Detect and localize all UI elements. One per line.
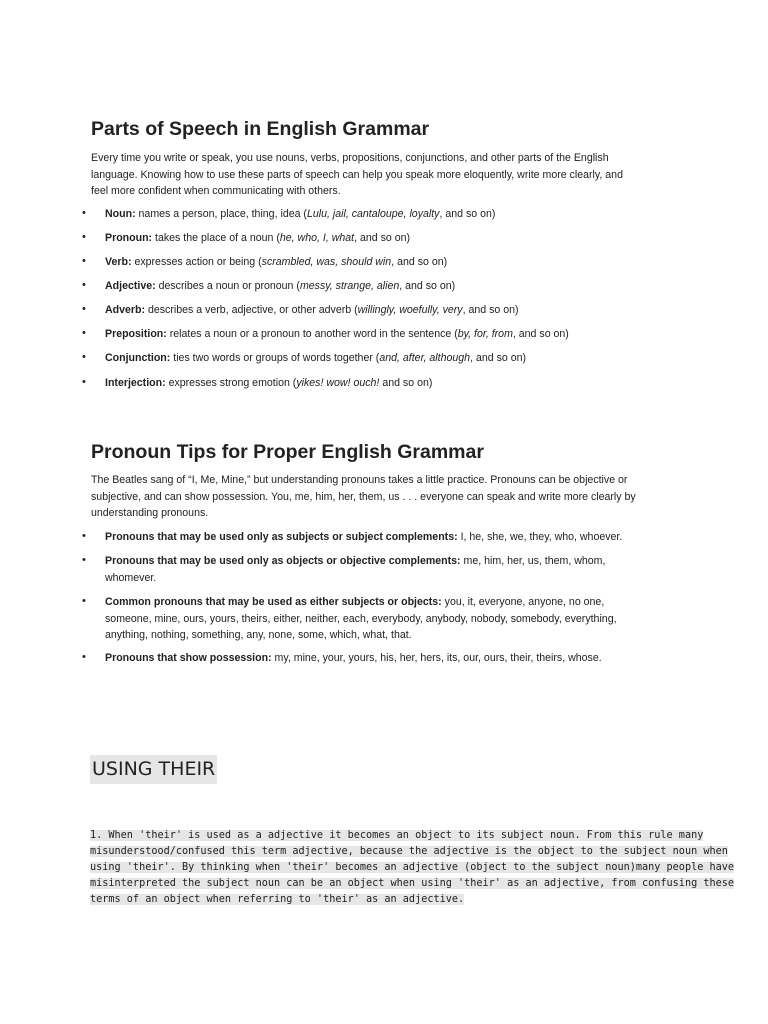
bullet-icon: • bbox=[82, 207, 86, 219]
bullet-icon: • bbox=[82, 351, 86, 363]
bullet-icon: • bbox=[82, 530, 86, 542]
section-title-pronoun-tips: Pronoun Tips for Proper English Grammar bbox=[91, 441, 484, 463]
intro-line: Every time you write or speak, you use nouns, verbs, propositions, conjunctions, and other parts of the English bbox=[91, 152, 609, 164]
body-line: using 'their'. By thinking when 'their' becomes an adjective (object to the subject noun)many people have bbox=[90, 862, 735, 873]
bullet-icon: • bbox=[82, 595, 86, 607]
section-title-using-their: USING THEIR bbox=[92, 758, 216, 780]
bullet-icon: • bbox=[82, 279, 86, 291]
section-heading-using-their bbox=[90, 755, 217, 784]
intro-paragraph-parts-of-speech bbox=[91, 150, 681, 200]
term-label: Pronouns that may be used only as objects or objective complements: bbox=[105, 555, 461, 567]
term-label: Verb: bbox=[105, 256, 132, 268]
term-label: Interjection: bbox=[105, 377, 166, 389]
using-their-body bbox=[90, 825, 735, 905]
bullet-icon: • bbox=[82, 376, 86, 388]
term-label: Pronouns that may be used only as subjects or subject complements: bbox=[105, 531, 458, 543]
body-line: 1. When 'their' is used as a adjective it becomes an object to its subject noun. From this rule many bbox=[90, 830, 704, 841]
term-label: Conjunction: bbox=[105, 352, 171, 364]
term-label: Adverb: bbox=[105, 304, 146, 316]
intro-line: feel more confident when communicating with others. bbox=[91, 185, 341, 197]
intro-line: subjective, and can show possession. You, me, him, her, them, us . . . everyone can speak and write more clearly by bbox=[91, 490, 636, 503]
bullet-icon: • bbox=[82, 327, 86, 339]
intro-paragraph-pronoun-tips bbox=[91, 472, 681, 522]
term-label: Common pronouns that may be used as either subjects or objects: bbox=[105, 596, 442, 608]
bullet-icon: • bbox=[82, 255, 86, 267]
term-label: Pronouns that show possession: bbox=[105, 652, 272, 664]
term-label: Pronoun: bbox=[105, 232, 153, 244]
intro-line: The Beatles sang of “I, Me, Mine,” but understanding pronouns takes a little practice. Pronouns can be objective or bbox=[91, 474, 628, 486]
bullet-icon: • bbox=[82, 303, 86, 315]
body-line: misinterpreted the subject noun can be an object when using 'their' as an adjective, from confusing these bbox=[90, 878, 735, 889]
intro-line: understanding pronouns. bbox=[91, 507, 209, 519]
document-page: Parts of Speech in English Grammar Every time you write or speak, you use nouns, verbs, propositions, conjunctions, and other parts of the English language. Knowing how to use these parts of speech can help you speak more eloquently, write more clearly, and feel more confident when communicating with others. • Noun: names a person, place, thing, idea (Lulu, jail, cantaloupe, loyalty, and so on) • Pronoun: takes the place of a noun (he, who, I, what, and so on) • Verb: expresses action or being (scrambled, was, should win, and so on) • Adjective: describes a noun or pronoun (messy, strange, alien, and so on) • Adverb: describes a verb, adjective, or other adverb (willingly, woefully, very, and so on) • Preposition: relates a noun or a pronoun to another word in the sentence (by, for, from, and so on) • Conjunction: ties two words or groups of words together (and, after, although, and so on) • Interjection: expresses strong emotion (yikes! wow! ouch! and so on) Pronoun Tips for Proper English Grammar The Beatles sang of “I, Me, Mine,” but understanding pronouns takes a little practice. Pronouns can be objective or subjective, and can show possession. You, me, him, her, them, us . . . everyone can speak and write more clearly by understanding pronouns. • Pronouns that may be used only as subjects or subject complements: I, he, she, we, they, who, whoever. • Pronouns that may be used only as objects or objective complements: me, him, her, us, them, whom, whomever. • Common pronouns that may be used as either subjects or objects: you, it, everyone, anyone, no one, someone, mine, ours, yours, theirs, either, neither, each, everybody, anybody, nobody, somebody, everything, anything, nothing, something, any, none, some, which, what, that. • Pronouns that show possession: my, mine, your, yours, his, her, hers, its, our, ours, their, theirs, whose. USING THEIR 1. When 'their' is used as a adjective it becomes an object to its subject noun. From this rule many misunderstood/confused this term adjective, because the adjective is the object to the subject noun when using 'their'. By thinking when 'their' becomes an adjective (object to the subject noun)many people have misinterpreted the subject noun can be an object when using 'their' as an adjective, from confusing these terms of an object when referring to 'their' as an adjective. bbox=[82, 118, 735, 905]
section-title-parts-of-speech: Parts of Speech in English Grammar bbox=[91, 118, 430, 140]
term-label: Preposition: bbox=[105, 328, 167, 340]
body-line: terms of an object when referring to 'their' as an adjective. bbox=[90, 894, 465, 905]
intro-line: language. Knowing how to use these parts of speech can help you speak more eloquently, write more clearly, and bbox=[91, 168, 623, 181]
bullet-icon: • bbox=[82, 554, 86, 566]
bullet-icon: • bbox=[82, 651, 86, 663]
body-line: misunderstood/confused this term adjective, because the adjective is the object to the subject noun when bbox=[90, 846, 728, 857]
term-label: Noun: bbox=[105, 208, 136, 220]
bullet-icon: • bbox=[82, 231, 86, 243]
term-label: Adjective: bbox=[105, 280, 156, 292]
